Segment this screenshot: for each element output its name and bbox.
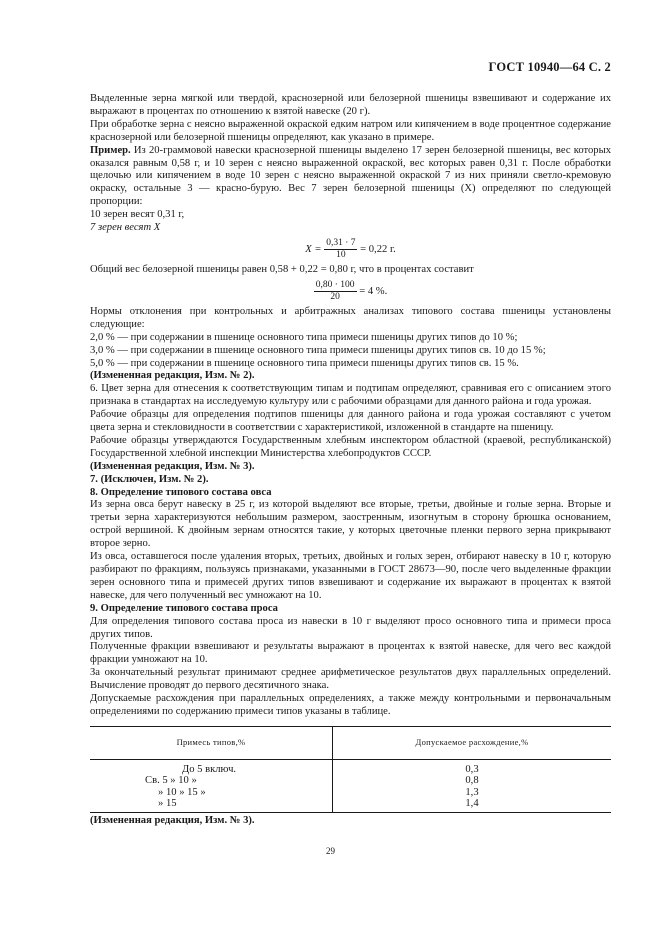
paragraph: Рабочие образцы утверждаются Государственным хлебным инспектором областной (краевой, республиканской) Государственной хлебной инспекции Министерства хлебопродуктов СССР. (90, 434, 611, 459)
formula-fraction (324, 238, 357, 261)
page-header: ГОСТ 10940—64 С. 2 (488, 60, 611, 74)
edit-note: (Измененная редакция, Изм. № 3). (90, 814, 255, 826)
paragraph: Нормы отклонения при контрольных и арбитражных анализах типового состава пшеницы установлены следующие: (90, 305, 611, 330)
table-row (90, 759, 611, 775)
formula-fraction (314, 280, 357, 303)
paragraph: Для определения типового состава проса из навески в 10 г выделяют просо основного типа и примеси проса других типов. (90, 615, 611, 640)
table-cell: » 10 » 15 » (90, 787, 333, 799)
paragraph: Из зерна овса берут навеску в 25 г, из которой выделяют все вторые, третьи, двойные и голые зерна. Вторые и третьи зерна характеризуются небольшим размером, заостренным, изогнутым в сторону брюшка основанием, острой вершиной. К двойным зернам относятся такие, у которых цветочные пленки первого зерна прикрывают второе зерно. (90, 499, 611, 550)
excluded-note: 7. (Исключен, Изм. № 2). (90, 473, 209, 485)
paragraph: При обработке зерна с неясно выраженной окраской едким натром или кипячением в воде процентное содержание краснозерной или белозерной пшеницы определяют, как указано в примере. (90, 118, 611, 143)
paragraph: Рабочие образцы для определения подтипов пшеницы для данного района и года урожая составляют с учетом цвета зерна и стекловидности в соответствии с характеристикой, изложенной в стандарте на пшеницу. (90, 409, 611, 434)
edit-note: (Измененная редакция, Изм. № 2). (90, 370, 255, 382)
table-cell: » 15 (90, 798, 333, 812)
formula-numerator: 0,31 · 7 (326, 237, 356, 248)
edit-note: (Измененная редакция, Изм. № 3). (90, 460, 255, 472)
example-paragraph (90, 145, 611, 210)
paragraph: Из овса, оставшегося после удаления вторых, третьих, двойных и голых зерен, отбирают навеску в 10 г, которую разбирают по фракциям, пользуясь признаками, указанными в ГОСТ 28673—90, после чего выделенные фракции зерен основного типа и примесей других типов взвешивают и содержание их выражают в процентах к взятой навеске, для чего полученный вес умножают на 10. (90, 551, 611, 601)
paragraph: Полученные фракции взвешивают и результаты выражают в процентах к взятой навеске, для чего вес каждой фракции умножают на 10. (90, 641, 611, 666)
table-cell: 0,8 (465, 775, 479, 787)
table-cell: 1,4 (333, 798, 612, 812)
formula-denominator: 10 (336, 249, 346, 260)
formula-rhs: = 4 %. (359, 285, 388, 297)
formula-percent (90, 280, 611, 303)
formula-rhs: = 0,22 г. (360, 243, 396, 255)
paragraph: За окончательный результат принимают среднее арифметическое результатов двух параллельных определений. Вычисление проводят до первого десятичного знака. (90, 667, 611, 692)
tolerance-table (90, 726, 611, 813)
table-header-cell: Примесь типов,% (90, 726, 333, 759)
formula-x (90, 238, 611, 261)
document-body (90, 93, 611, 828)
norm-item: 5,0 % — при содержании в пшенице основного типа примеси пшеницы других типов св. 15 %. (90, 357, 519, 369)
table-cell: 0,3 (465, 763, 479, 775)
paragraph: Допускаемые расхождения при параллельных определениях, а также между контрольными и первоначальным определениями по содержанию примеси типов указаны в таблице. (90, 693, 611, 717)
table-row (90, 775, 611, 787)
proportion-line: 10 зерен весят 0,31 г, (90, 209, 185, 221)
norm-item: 3,0 % — при содержании в пшенице основного типа примеси пшеницы других типов св. 10 до 15 %; (90, 344, 546, 356)
section-heading: 9. Определение типового состава проса (90, 602, 278, 614)
paragraph: Общий вес белозерной пшеницы равен 0,58 + 0,22 = 0,80 г, что в процентах составит (90, 263, 474, 275)
paragraph: Выделенные зерна мягкой или твердой, краснозерной или белозерной пшеницы взвешивают и содержание их выражают в процентах по отношению к взятой навеске (20 г). (90, 93, 611, 117)
example-text: Из 20-граммовой навески краснозерной пшеницы выделено 17 зерен белозерной пшеницы, вес которых оказался равным 0,58 г, и 10 зерен с неясно выраженной окраской, вес которых равен 0,31 г. После обработки щелочью или кипячением в воде 10 зерен с неясно выраженной окраской 7 из них приняли светло-кремовую окраску, остальные 3 — красно-бурую. Вес 7 зерен белозерной пшеницы (X) определяют по следующей пропорции: (90, 144, 611, 208)
formula-denominator: 20 (330, 291, 340, 302)
table-cell: До 5 включ. (90, 759, 333, 775)
table-cell: Св. 5 » 10 » (90, 775, 333, 787)
section-heading: 8. Определение типового состава овса (90, 486, 272, 498)
formula-lhs: X = (305, 243, 322, 255)
table-row (90, 787, 611, 799)
norm-item: 2,0 % — при содержании в пшенице основного типа примеси пшеницы других типов до 10 %; (90, 331, 518, 343)
page-number: 29 (326, 846, 335, 856)
example-label: Пример. (90, 144, 131, 156)
paragraph: 6. Цвет зерна для отнесения к соответствующим типам и подтипам определяют, сравнивая его с описанием этого признака в стандартах на исследуемую культуру или с рабочими образцами для данного района и года урожая. (90, 383, 611, 408)
table-header-row (90, 726, 611, 759)
formula-numerator: 0,80 · 100 (315, 279, 355, 290)
table-header-cell: Допускаемое расхождение,% (333, 726, 612, 759)
table-cell: 1,3 (465, 786, 479, 798)
proportion-line: 7 зерен весят X (90, 222, 161, 234)
table-row (90, 798, 611, 812)
